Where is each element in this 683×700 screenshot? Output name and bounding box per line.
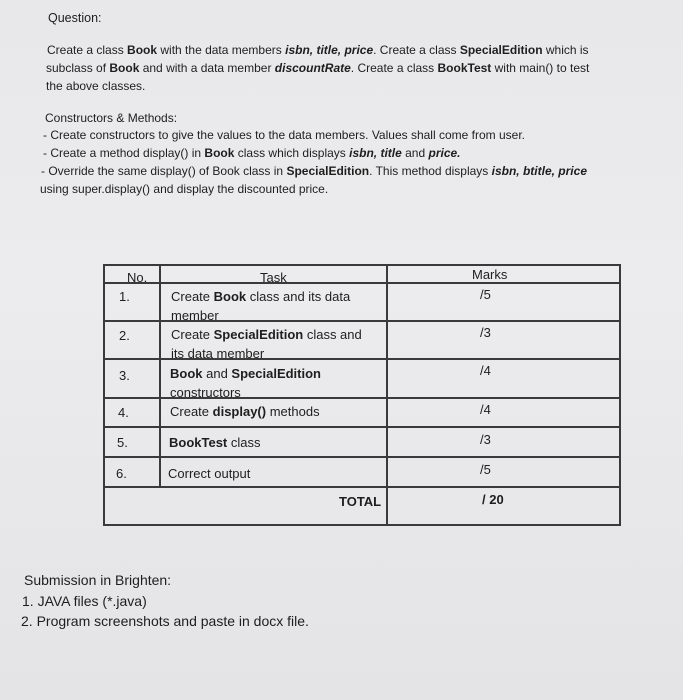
row-1-task: Create Book class and its data member — [171, 289, 351, 323]
submission-item-2: 2. Program screenshots and paste in docx file. — [21, 613, 309, 629]
row-2-marks: /3 — [480, 325, 491, 340]
row-5-marks: /3 — [480, 432, 491, 447]
header-task: Task — [260, 270, 287, 285]
submission-heading: Submission in Brighten: — [24, 572, 172, 588]
total-marks: / 20 — [482, 492, 504, 507]
header-marks: Marks — [472, 267, 508, 282]
methods-line-2: - Create a method display() in Book class which displays isbn, title and price. — [43, 146, 461, 160]
row-1-no: 1. — [119, 289, 130, 304]
row-2-no: 2. — [119, 328, 130, 343]
methods-line-4: using super.display() and display the discounted price. — [40, 182, 329, 196]
row-4-no: 4. — [118, 405, 129, 420]
row-6-no: 6. — [116, 466, 127, 481]
row-6-task: Correct output — [168, 466, 251, 481]
row-1-marks: /5 — [480, 287, 491, 302]
row-2-task: Create SpecialEdition class and its data member — [171, 327, 362, 361]
row-6-marks: /5 — [480, 462, 491, 477]
row-4-task: Create display() methods — [170, 404, 320, 419]
intro-line-1: Create a class Book with the data members isbn, title, price. Create a class SpecialEdition which is — [47, 43, 589, 57]
intro-line-2: subclass of Book and with a data member discountRate. Create a class BookTest with main() to test — [46, 61, 590, 75]
header-no: No. — [127, 270, 148, 285]
methods-heading: Constructors & Methods: — [45, 111, 178, 125]
question-label: Question: — [48, 11, 102, 25]
marks-table — [103, 264, 621, 526]
total-label: TOTAL — [339, 494, 382, 509]
row-5-no: 5. — [117, 435, 128, 450]
methods-line-1: - Create constructors to give the values to the data members. Values shall come from user. — [43, 128, 525, 142]
methods-line-3: - Override the same display() of Book class in SpecialEdition. This method displays isbn, btitle, price — [41, 164, 587, 178]
row-4-marks: /4 — [480, 402, 491, 417]
row-3-marks: /4 — [480, 363, 491, 378]
submission-item-1: 1. JAVA files (*.java) — [22, 593, 147, 609]
row-5-task: BookTest class — [169, 435, 261, 450]
row-3-task: Book and SpecialEdition constructors — [170, 366, 321, 400]
intro-line-3: the above classes. — [46, 79, 146, 93]
row-3-no: 3. — [119, 368, 130, 383]
